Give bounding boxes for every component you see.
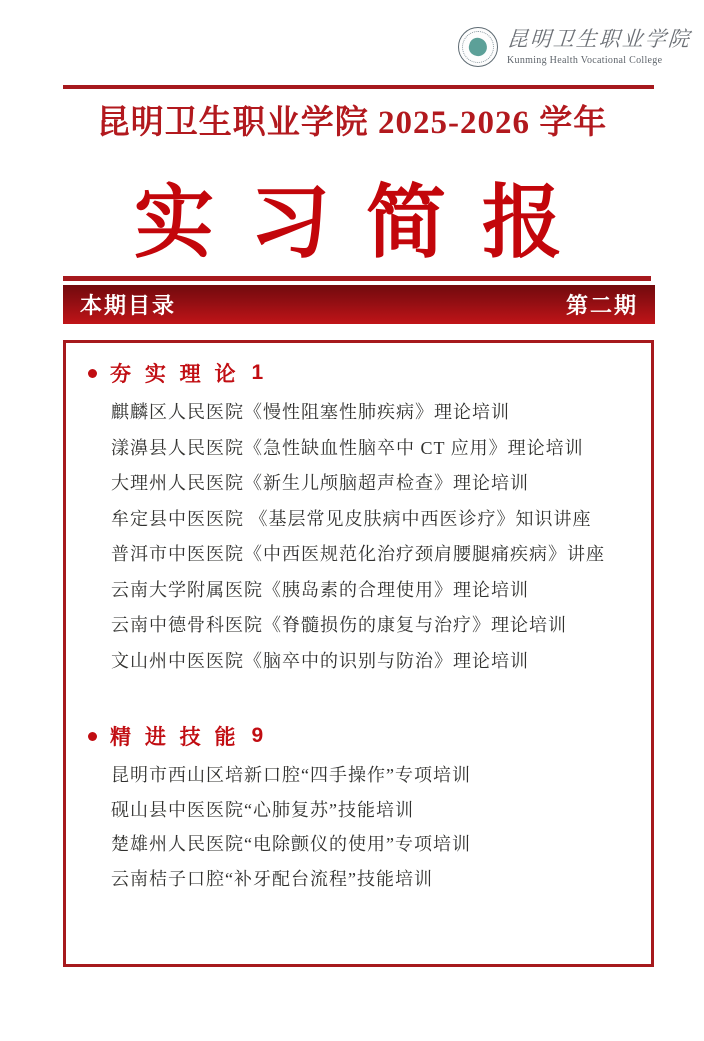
banner-top-divider [63, 276, 651, 281]
issue-number: 第二期 [565, 293, 638, 318]
toc-list [111, 758, 651, 896]
college-logo [458, 27, 692, 67]
toc-item: 云南桔子口腔“补牙配台流程”技能培训 [111, 868, 433, 889]
section-heading [88, 358, 651, 388]
toc-section-skills [66, 721, 651, 896]
toc-item: 云南大学附属医院《胰岛素的合理使用》理论培训 [111, 579, 529, 600]
toc-banner-label: 本期目录 [80, 293, 177, 318]
section-heading [88, 721, 651, 751]
section-heading-label: 精 进 技 能 [110, 726, 240, 749]
toc-banner [63, 285, 655, 324]
section-page-number: 9 [251, 724, 264, 747]
toc-item: 云南中德骨科医院《脊髓损伤的康复与治疗》理论培训 [111, 615, 567, 635]
toc-item: 牟定县中医医院 《基层常见皮肤病中西医诊疗》知识讲座 [111, 508, 592, 529]
bulletin-title: 实 习 简 报 [134, 180, 570, 268]
toc-item: 昆明市西山区培新口腔“四手操作”专项培训 [111, 765, 471, 785]
bullet-icon [88, 732, 97, 741]
academic-year-title: 昆明卫生职业学院 2025-2026 学年 [96, 105, 608, 141]
toc-item: 砚山县中医医院“心肺复苏”技能培训 [111, 799, 414, 820]
toc-section-theory [66, 358, 651, 679]
bullet-icon [88, 369, 97, 378]
toc-list [111, 395, 651, 679]
toc-item: 漾濞县人民医院《急性缺血性脑卒中 CT 应用》理论培训 [111, 437, 584, 458]
college-name-calligraphy: 昆明卫生职业学院 [506, 27, 692, 52]
toc-item: 麒麟区人民医院《慢性阻塞性肺疾病》理论培训 [111, 402, 510, 422]
top-divider [63, 85, 654, 89]
toc-item: 楚雄州人民医院“电除颤仪的使用”专项培训 [111, 834, 471, 854]
toc-item: 大理州人民医院《新生儿颅脑超声检查》理论培训 [111, 473, 529, 493]
college-name-english: Kunming Health Vocational College [507, 54, 663, 66]
college-seal-icon [458, 27, 498, 67]
toc-box [63, 340, 654, 967]
section-heading-label: 夯 实 理 论 [110, 363, 240, 386]
toc-item: 普洱市中医医院《中西医规范化治疗颈肩腰腿痛疾病》讲座 [111, 544, 605, 564]
section-page-number: 1 [251, 361, 264, 384]
logo-text-block [507, 28, 691, 65]
toc-item: 文山州中医医院《脑卒中的识别与防治》理论培训 [111, 650, 529, 671]
